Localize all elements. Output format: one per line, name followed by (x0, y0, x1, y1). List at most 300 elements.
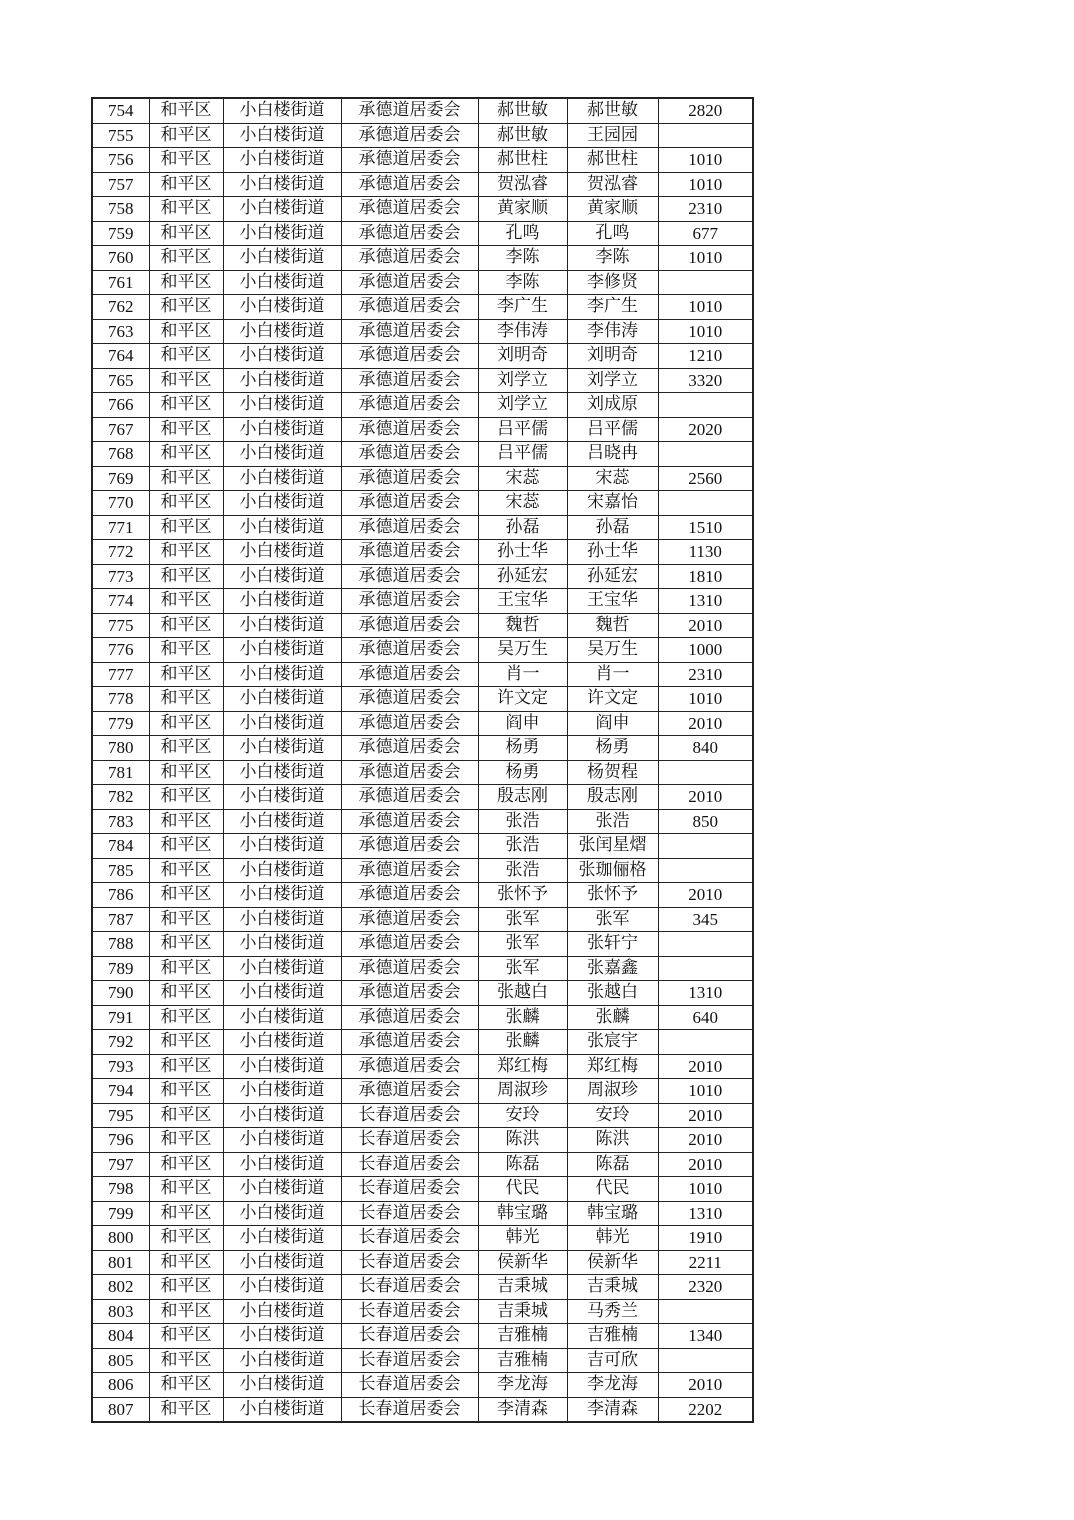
street-cell: 小白楼街道 (223, 883, 341, 908)
district-cell: 和平区 (149, 393, 223, 418)
member-cell: 杨贺程 (567, 760, 658, 785)
committee-cell: 承德道居委会 (341, 1079, 478, 1104)
amount-cell (658, 270, 753, 295)
table-row (92, 1177, 753, 1202)
district-cell: 和平区 (149, 1128, 223, 1153)
street-cell: 小白楼街道 (223, 172, 341, 197)
committee-cell: 长春道居委会 (341, 1103, 478, 1128)
table-row (92, 1030, 753, 1055)
member-cell: 贺泓睿 (567, 172, 658, 197)
row-number-cell: 804 (92, 1324, 149, 1349)
street-cell: 小白楼街道 (223, 1030, 341, 1055)
amount-cell: 2820 (658, 98, 753, 123)
street-cell: 小白楼街道 (223, 1201, 341, 1226)
district-cell: 和平区 (149, 295, 223, 320)
committee-cell: 承德道居委会 (341, 785, 478, 810)
member-cell: 郝世敏 (567, 98, 658, 123)
committee-cell: 承德道居委会 (341, 417, 478, 442)
amount-cell (658, 858, 753, 883)
amount-cell: 2010 (658, 1128, 753, 1153)
district-cell: 和平区 (149, 1397, 223, 1422)
row-number-cell: 773 (92, 564, 149, 589)
householder-cell: 郝世柱 (478, 148, 567, 173)
district-cell: 和平区 (149, 1275, 223, 1300)
householder-cell: 韩宝璐 (478, 1201, 567, 1226)
member-cell: 郑红梅 (567, 1054, 658, 1079)
householder-cell: 张越白 (478, 981, 567, 1006)
row-number-cell: 770 (92, 491, 149, 516)
member-cell: 张怀予 (567, 883, 658, 908)
street-cell: 小白楼街道 (223, 785, 341, 810)
member-cell: 王园园 (567, 123, 658, 148)
committee-cell: 承德道居委会 (341, 638, 478, 663)
amount-cell: 840 (658, 736, 753, 761)
amount-cell: 1010 (658, 172, 753, 197)
householder-cell: 肖一 (478, 662, 567, 687)
street-cell: 小白楼街道 (223, 98, 341, 123)
street-cell: 小白楼街道 (223, 1177, 341, 1202)
householder-cell: 吕平儒 (478, 442, 567, 467)
district-cell: 和平区 (149, 907, 223, 932)
row-number-cell: 797 (92, 1152, 149, 1177)
committee-cell: 承德道居委会 (341, 1005, 478, 1030)
committee-cell: 承德道居委会 (341, 442, 478, 467)
amount-cell: 1340 (658, 1324, 753, 1349)
committee-cell: 承德道居委会 (341, 466, 478, 491)
row-number-cell: 771 (92, 515, 149, 540)
row-number-cell: 794 (92, 1079, 149, 1104)
row-number-cell: 786 (92, 883, 149, 908)
district-cell: 和平区 (149, 123, 223, 148)
street-cell: 小白楼街道 (223, 711, 341, 736)
district-cell: 和平区 (149, 638, 223, 663)
district-cell: 和平区 (149, 736, 223, 761)
row-number-cell: 796 (92, 1128, 149, 1153)
householder-cell: 阎申 (478, 711, 567, 736)
member-cell: 刘学立 (567, 368, 658, 393)
committee-cell: 长春道居委会 (341, 1128, 478, 1153)
amount-cell: 3320 (658, 368, 753, 393)
committee-cell: 承德道居委会 (341, 662, 478, 687)
street-cell: 小白楼街道 (223, 246, 341, 271)
member-cell: 张麟 (567, 1005, 658, 1030)
row-number-cell: 805 (92, 1348, 149, 1373)
amount-cell (658, 834, 753, 859)
row-number-cell: 779 (92, 711, 149, 736)
table-row (92, 197, 753, 222)
member-cell: 张轩宁 (567, 932, 658, 957)
householder-cell: 孔鸣 (478, 221, 567, 246)
member-cell: 吉秉城 (567, 1275, 658, 1300)
member-cell: 孙磊 (567, 515, 658, 540)
member-cell: 吕晓冉 (567, 442, 658, 467)
table-row (92, 932, 753, 957)
amount-cell (658, 123, 753, 148)
member-cell: 杨勇 (567, 736, 658, 761)
street-cell: 小白楼街道 (223, 1103, 341, 1128)
street-cell: 小白楼街道 (223, 932, 341, 957)
row-number-cell: 807 (92, 1397, 149, 1422)
committee-cell: 承德道居委会 (341, 246, 478, 271)
table-row (92, 270, 753, 295)
street-cell: 小白楼街道 (223, 393, 341, 418)
committee-cell: 长春道居委会 (341, 1299, 478, 1324)
householder-cell: 郑红梅 (478, 1054, 567, 1079)
amount-cell: 1310 (658, 1201, 753, 1226)
committee-cell: 承德道居委会 (341, 515, 478, 540)
row-number-cell: 801 (92, 1250, 149, 1275)
householder-cell: 张军 (478, 907, 567, 932)
committee-cell: 承德道居委会 (341, 148, 478, 173)
table-row (92, 221, 753, 246)
member-cell: 李修贤 (567, 270, 658, 295)
member-cell: 李清森 (567, 1397, 658, 1422)
table-row (92, 883, 753, 908)
row-number-cell: 775 (92, 613, 149, 638)
district-cell: 和平区 (149, 1348, 223, 1373)
district-cell: 和平区 (149, 442, 223, 467)
member-cell: 吉可欣 (567, 1348, 658, 1373)
amount-cell: 2010 (658, 1103, 753, 1128)
amount-cell: 1000 (658, 638, 753, 663)
row-number-cell: 798 (92, 1177, 149, 1202)
district-cell: 和平区 (149, 466, 223, 491)
householder-cell: 张怀予 (478, 883, 567, 908)
committee-cell: 承德道居委会 (341, 1030, 478, 1055)
row-number-cell: 781 (92, 760, 149, 785)
street-cell: 小白楼街道 (223, 1373, 341, 1398)
table-row (92, 711, 753, 736)
householder-cell: 吉雅楠 (478, 1324, 567, 1349)
district-cell: 和平区 (149, 1250, 223, 1275)
member-cell: 张军 (567, 907, 658, 932)
householder-cell: 张军 (478, 956, 567, 981)
table-row (92, 540, 753, 565)
row-number-cell: 787 (92, 907, 149, 932)
committee-cell: 承德道居委会 (341, 809, 478, 834)
committee-cell: 承德道居委会 (341, 736, 478, 761)
street-cell: 小白楼街道 (223, 1005, 341, 1030)
committee-cell: 长春道居委会 (341, 1152, 478, 1177)
householder-cell: 安玲 (478, 1103, 567, 1128)
district-cell: 和平区 (149, 491, 223, 516)
amount-cell: 1310 (658, 589, 753, 614)
householder-cell: 吉秉城 (478, 1299, 567, 1324)
householder-cell: 侯新华 (478, 1250, 567, 1275)
street-cell: 小白楼街道 (223, 1348, 341, 1373)
table-row (92, 858, 753, 883)
row-number-cell: 760 (92, 246, 149, 271)
member-cell: 吴万生 (567, 638, 658, 663)
street-cell: 小白楼街道 (223, 809, 341, 834)
district-cell: 和平区 (149, 760, 223, 785)
row-number-cell: 778 (92, 687, 149, 712)
row-number-cell: 785 (92, 858, 149, 883)
district-cell: 和平区 (149, 1201, 223, 1226)
table-row (92, 834, 753, 859)
amount-cell: 850 (658, 809, 753, 834)
street-cell: 小白楼街道 (223, 1226, 341, 1251)
householder-cell: 魏哲 (478, 613, 567, 638)
table-row (92, 687, 753, 712)
row-number-cell: 766 (92, 393, 149, 418)
row-number-cell: 755 (92, 123, 149, 148)
householder-cell: 杨勇 (478, 760, 567, 785)
street-cell: 小白楼街道 (223, 491, 341, 516)
table-row (92, 981, 753, 1006)
member-cell: 张宸宇 (567, 1030, 658, 1055)
committee-cell: 承德道居委会 (341, 540, 478, 565)
district-cell: 和平区 (149, 1177, 223, 1202)
table-row (92, 736, 753, 761)
district-cell: 和平区 (149, 1054, 223, 1079)
street-cell: 小白楼街道 (223, 515, 341, 540)
district-cell: 和平区 (149, 417, 223, 442)
table-row (92, 246, 753, 271)
committee-cell: 承德道居委会 (341, 197, 478, 222)
member-cell: 代民 (567, 1177, 658, 1202)
street-cell: 小白楼街道 (223, 981, 341, 1006)
table-row (92, 442, 753, 467)
table-row (92, 1054, 753, 1079)
district-cell: 和平区 (149, 148, 223, 173)
district-cell: 和平区 (149, 932, 223, 957)
amount-cell: 1130 (658, 540, 753, 565)
table-body (92, 98, 753, 1422)
table-row (92, 809, 753, 834)
member-cell: 刘明奇 (567, 344, 658, 369)
householder-cell: 李广生 (478, 295, 567, 320)
table-row (92, 466, 753, 491)
householder-cell: 吉秉城 (478, 1275, 567, 1300)
amount-cell: 2010 (658, 613, 753, 638)
member-cell: 孔鸣 (567, 221, 658, 246)
member-cell: 宋嘉怡 (567, 491, 658, 516)
member-cell: 殷志刚 (567, 785, 658, 810)
householder-cell: 周淑珍 (478, 1079, 567, 1104)
member-cell: 安玲 (567, 1103, 658, 1128)
street-cell: 小白楼街道 (223, 613, 341, 638)
amount-cell: 2202 (658, 1397, 753, 1422)
row-number-cell: 759 (92, 221, 149, 246)
district-cell: 和平区 (149, 515, 223, 540)
householder-cell: 贺泓睿 (478, 172, 567, 197)
street-cell: 小白楼街道 (223, 221, 341, 246)
committee-cell: 承德道居委会 (341, 589, 478, 614)
amount-cell: 2560 (658, 466, 753, 491)
member-cell: 马秀兰 (567, 1299, 658, 1324)
member-cell: 李广生 (567, 295, 658, 320)
committee-cell: 承德道居委会 (341, 221, 478, 246)
member-cell: 张闰星熠 (567, 834, 658, 859)
district-cell: 和平区 (149, 883, 223, 908)
row-number-cell: 793 (92, 1054, 149, 1079)
member-cell: 吉雅楠 (567, 1324, 658, 1349)
district-cell: 和平区 (149, 1226, 223, 1251)
street-cell: 小白楼街道 (223, 368, 341, 393)
row-number-cell: 800 (92, 1226, 149, 1251)
table-row (92, 1079, 753, 1104)
table-row (92, 344, 753, 369)
committee-cell: 承德道居委会 (341, 883, 478, 908)
amount-cell: 1010 (658, 1177, 753, 1202)
row-number-cell: 802 (92, 1275, 149, 1300)
table-row (92, 1324, 753, 1349)
street-cell: 小白楼街道 (223, 589, 341, 614)
committee-cell: 承德道居委会 (341, 270, 478, 295)
committee-cell: 长春道居委会 (341, 1373, 478, 1398)
amount-cell: 2310 (658, 662, 753, 687)
householder-cell: 张麟 (478, 1030, 567, 1055)
street-cell: 小白楼街道 (223, 197, 341, 222)
district-cell: 和平区 (149, 687, 223, 712)
street-cell: 小白楼街道 (223, 834, 341, 859)
street-cell: 小白楼街道 (223, 1324, 341, 1349)
table-row (92, 491, 753, 516)
row-number-cell: 792 (92, 1030, 149, 1055)
member-cell: 陈洪 (567, 1128, 658, 1153)
table-row (92, 295, 753, 320)
district-cell: 和平区 (149, 540, 223, 565)
table-row (92, 98, 753, 123)
table-row (92, 417, 753, 442)
householder-cell: 张麟 (478, 1005, 567, 1030)
district-cell: 和平区 (149, 1299, 223, 1324)
street-cell: 小白楼街道 (223, 956, 341, 981)
table-row (92, 662, 753, 687)
row-number-cell: 774 (92, 589, 149, 614)
row-number-cell: 761 (92, 270, 149, 295)
table-row (92, 368, 753, 393)
table-row (92, 760, 753, 785)
district-cell: 和平区 (149, 1152, 223, 1177)
member-cell: 刘成原 (567, 393, 658, 418)
street-cell: 小白楼街道 (223, 442, 341, 467)
row-number-cell: 765 (92, 368, 149, 393)
amount-cell: 640 (658, 1005, 753, 1030)
householder-cell: 张浩 (478, 858, 567, 883)
district-cell: 和平区 (149, 785, 223, 810)
district-cell: 和平区 (149, 711, 223, 736)
amount-cell (658, 442, 753, 467)
table-row (92, 515, 753, 540)
amount-cell: 1210 (658, 344, 753, 369)
committee-cell: 长春道居委会 (341, 1275, 478, 1300)
district-cell: 和平区 (149, 564, 223, 589)
committee-cell: 承德道居委会 (341, 1054, 478, 1079)
street-cell: 小白楼街道 (223, 148, 341, 173)
householder-cell: 刘学立 (478, 368, 567, 393)
committee-cell: 承德道居委会 (341, 687, 478, 712)
householder-cell: 李清森 (478, 1397, 567, 1422)
amount-cell: 677 (658, 221, 753, 246)
street-cell: 小白楼街道 (223, 540, 341, 565)
committee-cell: 承德道居委会 (341, 907, 478, 932)
committee-cell: 长春道居委会 (341, 1250, 478, 1275)
district-cell: 和平区 (149, 613, 223, 638)
amount-cell: 345 (658, 907, 753, 932)
committee-cell: 承德道居委会 (341, 760, 478, 785)
row-number-cell: 772 (92, 540, 149, 565)
member-cell: 魏哲 (567, 613, 658, 638)
table-row (92, 907, 753, 932)
district-cell: 和平区 (149, 981, 223, 1006)
street-cell: 小白楼街道 (223, 295, 341, 320)
amount-cell: 1510 (658, 515, 753, 540)
householder-cell: 陈洪 (478, 1128, 567, 1153)
member-cell: 王宝华 (567, 589, 658, 614)
district-cell: 和平区 (149, 589, 223, 614)
table-row (92, 1226, 753, 1251)
street-cell: 小白楼街道 (223, 736, 341, 761)
district-cell: 和平区 (149, 246, 223, 271)
householder-cell: 代民 (478, 1177, 567, 1202)
street-cell: 小白楼街道 (223, 1128, 341, 1153)
district-cell: 和平区 (149, 1103, 223, 1128)
committee-cell: 承德道居委会 (341, 98, 478, 123)
householder-cell: 宋蕊 (478, 466, 567, 491)
table-row (92, 613, 753, 638)
amount-cell (658, 491, 753, 516)
amount-cell (658, 760, 753, 785)
amount-cell: 1910 (658, 1226, 753, 1251)
row-number-cell: 782 (92, 785, 149, 810)
householder-cell: 李陈 (478, 246, 567, 271)
row-number-cell: 764 (92, 344, 149, 369)
table-row (92, 638, 753, 663)
table-row (92, 123, 753, 148)
street-cell: 小白楼街道 (223, 417, 341, 442)
row-number-cell: 768 (92, 442, 149, 467)
district-cell: 和平区 (149, 858, 223, 883)
committee-cell: 承德道居委会 (341, 858, 478, 883)
member-cell: 阎申 (567, 711, 658, 736)
amount-cell: 1010 (658, 295, 753, 320)
member-cell: 孙延宏 (567, 564, 658, 589)
member-cell: 张嘉鑫 (567, 956, 658, 981)
row-number-cell: 756 (92, 148, 149, 173)
street-cell: 小白楼街道 (223, 1054, 341, 1079)
street-cell: 小白楼街道 (223, 564, 341, 589)
committee-cell: 长春道居委会 (341, 1397, 478, 1422)
district-cell: 和平区 (149, 221, 223, 246)
householder-cell: 刘学立 (478, 393, 567, 418)
amount-cell: 1010 (658, 319, 753, 344)
member-cell: 李陈 (567, 246, 658, 271)
amount-cell: 2010 (658, 1152, 753, 1177)
table-row (92, 1397, 753, 1422)
row-number-cell: 791 (92, 1005, 149, 1030)
table-row (92, 1250, 753, 1275)
district-cell: 和平区 (149, 344, 223, 369)
row-number-cell: 754 (92, 98, 149, 123)
householder-cell: 杨勇 (478, 736, 567, 761)
table-row (92, 1275, 753, 1300)
committee-cell: 长春道居委会 (341, 1324, 478, 1349)
member-cell: 黄家顺 (567, 197, 658, 222)
householder-cell: 郝世敏 (478, 123, 567, 148)
row-number-cell: 803 (92, 1299, 149, 1324)
member-cell: 周淑珍 (567, 1079, 658, 1104)
district-cell: 和平区 (149, 1324, 223, 1349)
householder-cell: 郝世敏 (478, 98, 567, 123)
table-row (92, 172, 753, 197)
row-number-cell: 788 (92, 932, 149, 957)
row-number-cell: 790 (92, 981, 149, 1006)
table-row (92, 1005, 753, 1030)
district-cell: 和平区 (149, 98, 223, 123)
row-number-cell: 762 (92, 295, 149, 320)
